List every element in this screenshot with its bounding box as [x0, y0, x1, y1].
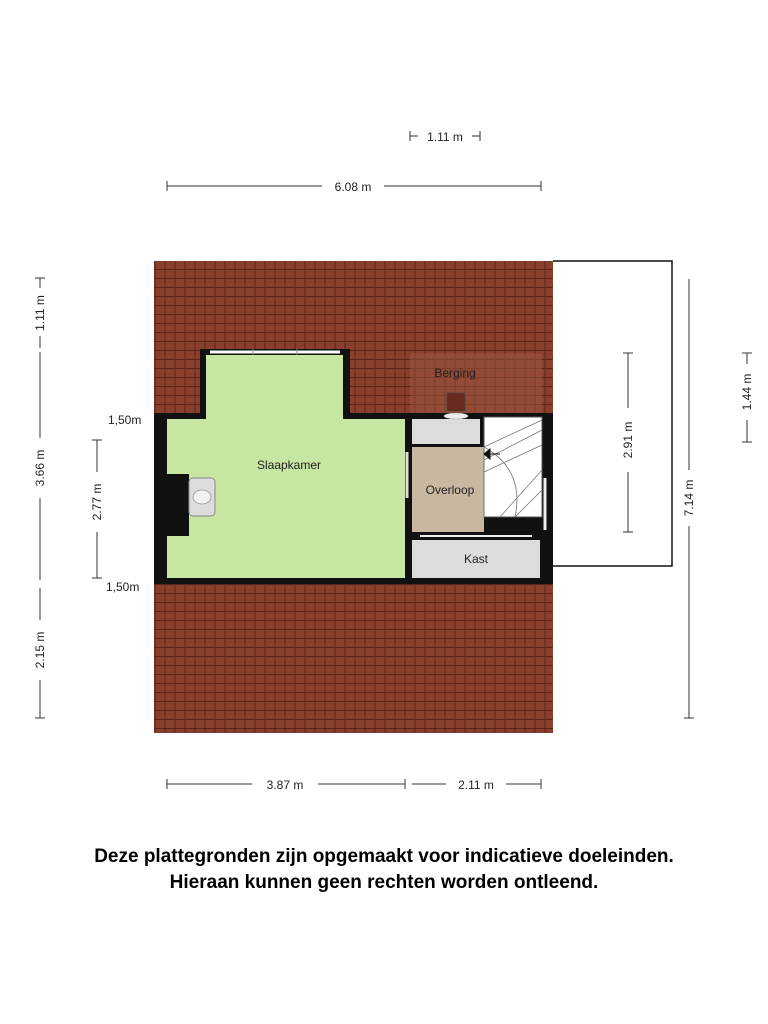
dim-top-small: 1.11 m — [427, 130, 463, 144]
dim-top-width: 6.08 m — [334, 180, 372, 194]
dim-left-bottom: 2.15 m — [33, 631, 47, 669]
label-berging: Berging — [434, 366, 476, 380]
chimney-block — [167, 474, 189, 536]
berging-fixture — [444, 413, 468, 419]
sink-basin — [193, 490, 211, 504]
dim-bottom-right: 2.11 m — [458, 778, 494, 792]
berging-icon — [447, 393, 465, 411]
dim-inner-height: 2.77 m — [90, 483, 104, 521]
dim-left-mid: 3.66 m — [33, 449, 47, 487]
label-kast: Kast — [463, 552, 489, 566]
dim-stair-height: 2.91 m — [621, 421, 635, 459]
dim-ceiling-lower: 1,50m — [106, 580, 140, 594]
dim-left-top: 1.11 m — [33, 295, 47, 331]
label-slaapkamer: Slaapkamer — [256, 458, 322, 472]
room-berging-strip — [412, 419, 480, 444]
dim-right-total: 7.14 m — [682, 479, 696, 517]
disclaimer-line-1: Deze plattegronden zijn opgemaakt voor indicatieve doeleinden. — [94, 846, 674, 867]
label-overloop: Overloop — [425, 483, 475, 497]
berging-area — [410, 353, 542, 413]
disclaimer-line-2: Hieraan kunnen geen rechten worden ontleend. — [169, 872, 599, 893]
dim-far-right: 1.44 m — [740, 373, 754, 411]
dim-bottom-left: 3.87 m — [266, 778, 304, 792]
dormer-outline — [553, 261, 672, 566]
dim-ceiling-upper: 1,50m — [108, 413, 142, 427]
